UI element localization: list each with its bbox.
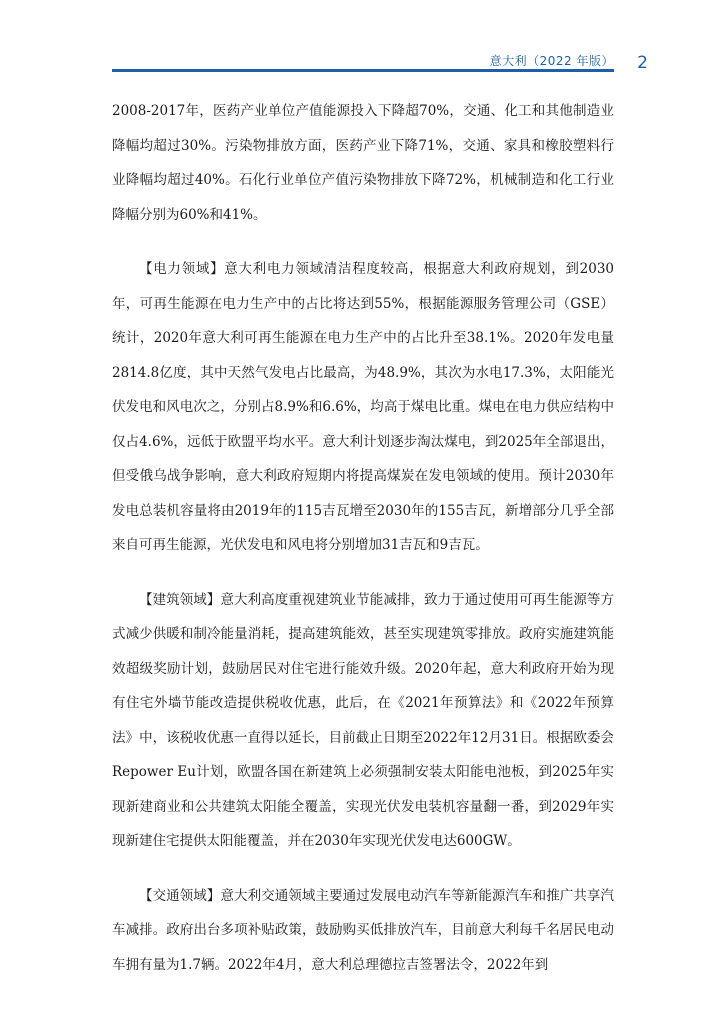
paragraph-transport-sector: 【交通领域】意大利交通领域主要通过发展电动汽车等新能源汽车和推广共享汽车减排。政府出台多项补贴政策，鼓励购买低排放汽车，目前意大利每千名居民电动车拥有量为1.7辆。2022年4月，意大利总理德拉吉签署法令，2022年到 <box>112 887 614 973</box>
report-title: 意大利（2022 年版） <box>489 54 614 68</box>
header-divider <box>112 69 614 72</box>
page-number: 2 <box>637 53 648 73</box>
paragraph-industry-energy: 2008-2017年，医药产业单位产值能源投入下降超70%，交通、化工和其他制造业降幅均超过30%。污染物排放方面，医药产业下降71%，交通、家具和橡胶塑料行业降幅均超过40%。石化行业单位产值污染物排放下降72%，机械制造和化工行业降幅分别为60%和41%。 <box>112 103 614 223</box>
document-body <box>112 94 614 1002</box>
paragraph-building-sector: 【建筑领域】意大利高度重视建筑业节能减排，致力于通过使用可再生能源等方式减少供暖和制冷能量消耗，提高建筑能效，甚至实现建筑零排放。政府实施建筑能效超级奖励计划，鼓励居民对住宅进行能效升级。2020年起，意大利政府开始为现有住宅外墙节能改造提供税收优惠，此后，在《2021年预算法》和《2022年预算法》中，该税收优惠一直得以延长，目前截止日期至2022年12月31日。根据欧委会Repower Eu计划，欧盟各国在新建筑上必须强制安装太阳能电池板，到2025年实现新建商业和公共建筑太阳能全覆盖，实现光伏发电装机容量翻一番，到2029年实现新建住宅提供太阳能覆盖，并在2030年实现光伏发电达600GW。 <box>112 591 614 849</box>
paragraph-power-sector: 【电力领域】意大利电力领域清洁程度较高，根据意大利政府规划，到2030年，可再生能源在电力生产中的占比将达到55%，根据能源服务管理公司（GSE）统计，2020年意大利可再生能源在电力生产中的占比升至38.1%。2020年发电量2814.8亿度，其中天然气发电占比最高，为48.9%，其次为水电17.3%，太阳能光伏发电和风电次之，分别占8.9%和6.6%，均高于煤电比重。煤电在电力供应结构中仅占4.6%，远低于欧盟平均水平。意大利计划逐步淘汰煤电，到2025年全部退出，但受俄乌战争影响，意大利政府短期内将提高煤炭在发电领域的使用。预计2030年发电总装机容量将由2019年的115吉瓦增至2030年的155吉瓦，新增部分几乎全部来自可再生能源，光伏发电和风电将分别增加31吉瓦和9吉瓦。 <box>112 261 614 553</box>
